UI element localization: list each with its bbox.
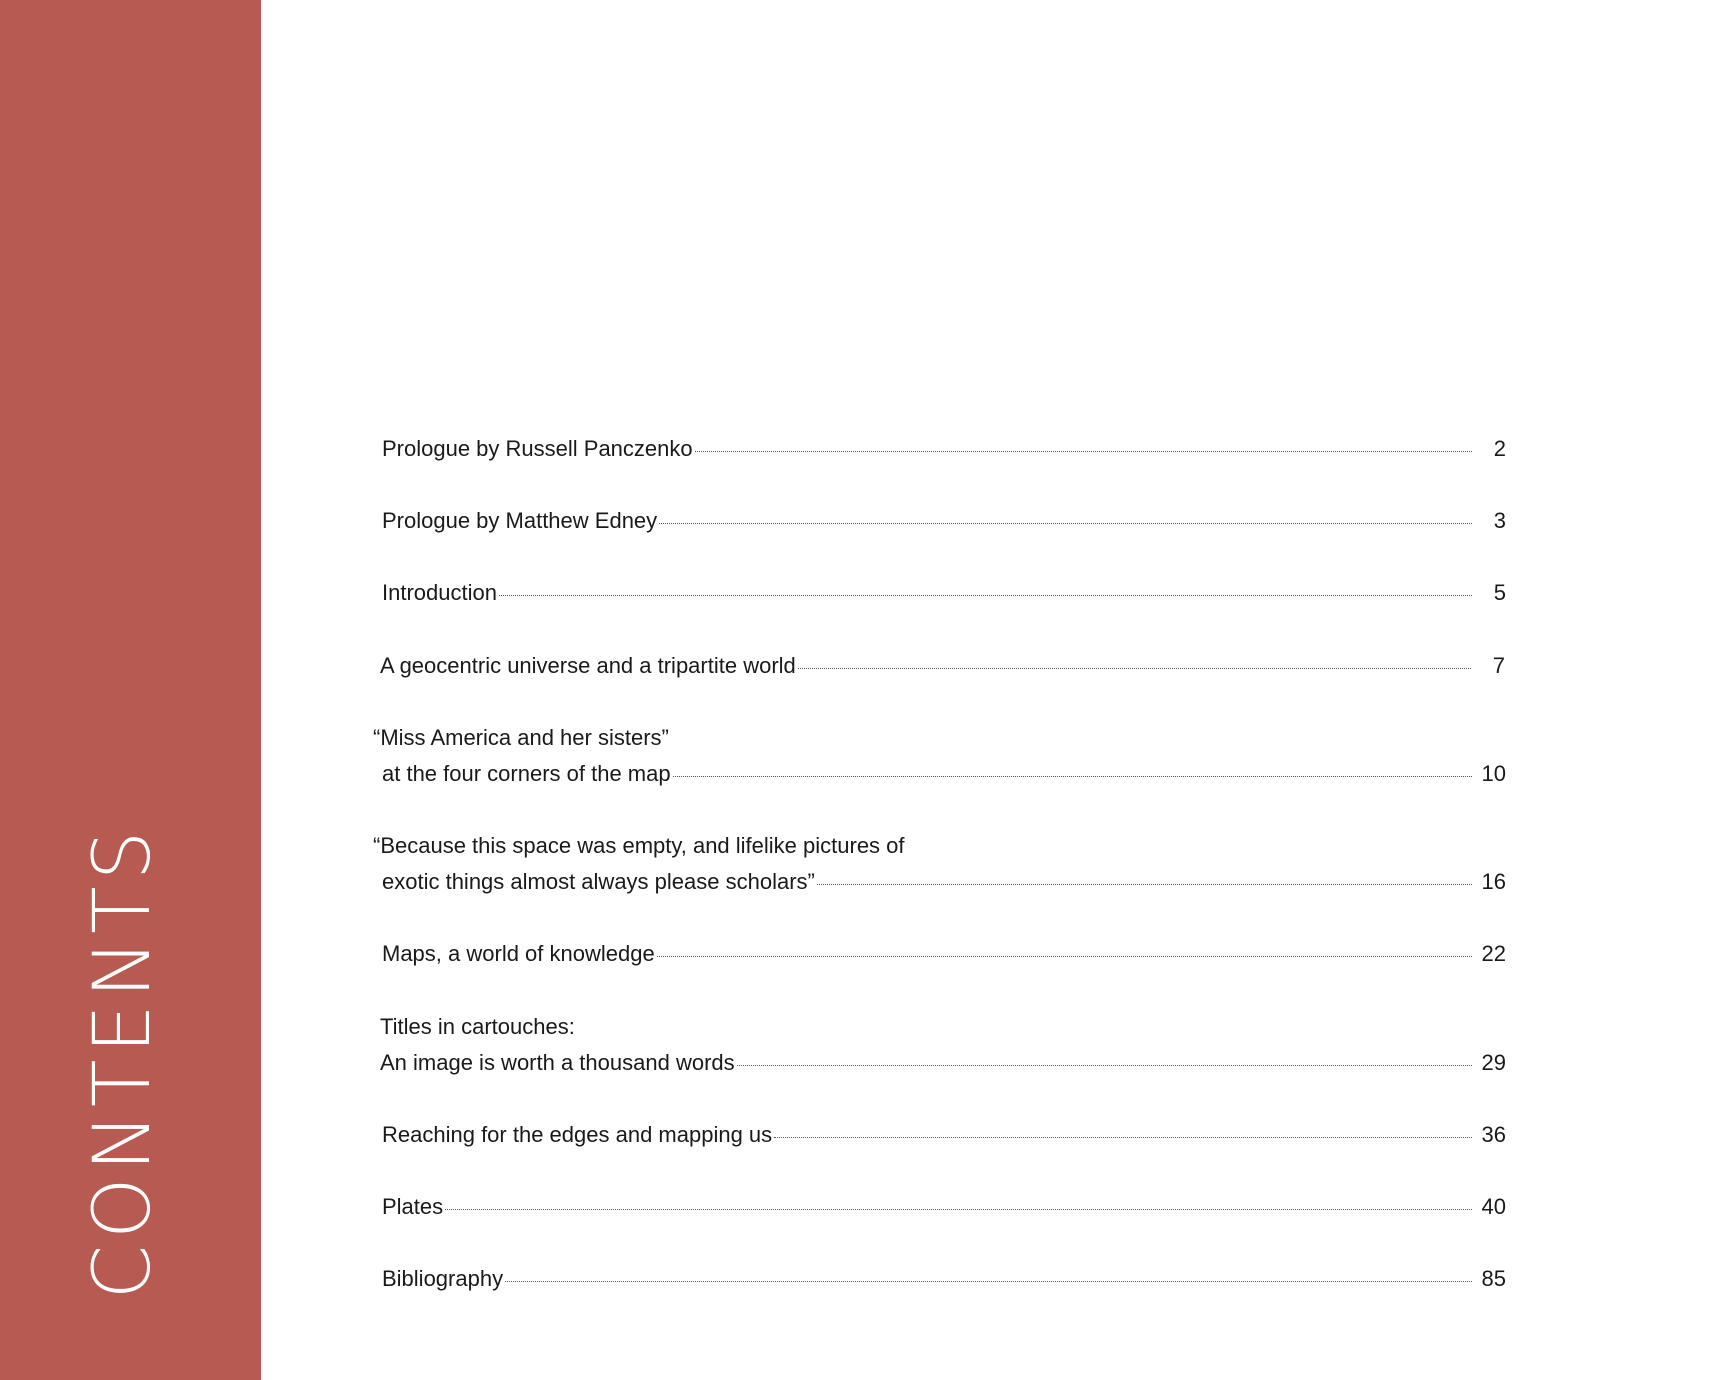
toc-page-number: 36 [1481, 1122, 1506, 1147]
toc-entry[interactable] [382, 760, 1506, 788]
toc-entry[interactable] [382, 1265, 1506, 1293]
toc-entry-first-line: Titles in cartouches: [380, 1014, 575, 1039]
leader-dots [798, 667, 1471, 669]
leader-dots [673, 775, 1472, 777]
toc-entry-title: Bibliography [382, 1266, 504, 1291]
toc-entry-title: Plates [382, 1194, 444, 1219]
toc-entry[interactable] [382, 940, 1506, 968]
toc-entry[interactable] [382, 507, 1506, 535]
leader-dots [737, 1064, 1472, 1066]
leader-dots [774, 1136, 1472, 1138]
toc-entry-title: Prologue by Russell Panczenko [382, 436, 693, 461]
toc-entry[interactable] [382, 1193, 1506, 1221]
toc-page-number: 7 [1492, 653, 1505, 678]
leader-dots [817, 883, 1472, 885]
toc-entry-title: exotic things almost always please scholars” [382, 869, 815, 894]
toc-entry-title: Reaching for the edges and mapping us [382, 1122, 773, 1147]
leader-dots [659, 522, 1472, 524]
toc-page-number: 22 [1481, 941, 1506, 966]
toc-entry-title: An image is worth a thousand words [380, 1050, 735, 1075]
toc-page-number: 2 [1493, 436, 1506, 461]
toc-entry[interactable] [382, 868, 1506, 896]
toc-page-number: 5 [1493, 580, 1506, 605]
toc-entry[interactable] [382, 579, 1506, 607]
toc-entry-title: at the four corners of the map [382, 761, 671, 786]
toc-page-number: 3 [1493, 508, 1506, 533]
toc-page-number: 10 [1481, 761, 1506, 786]
toc-entry-title: Introduction [382, 580, 497, 605]
toc-entry[interactable] [382, 435, 1506, 463]
toc-entry-title: Maps, a world of knowledge [382, 941, 655, 966]
leader-dots [499, 594, 1472, 596]
toc-page-number: 29 [1481, 1050, 1506, 1075]
toc-entry-first-line: “Because this space was empty, and lifelike pictures of [373, 833, 905, 858]
leader-dots [657, 955, 1472, 957]
leader-dots [445, 1208, 1472, 1210]
toc-page-number: 40 [1481, 1194, 1506, 1219]
toc-entry-title: A geocentric universe and a tripartite world [380, 653, 796, 678]
toc-page-number: 16 [1481, 869, 1506, 894]
toc-entry[interactable] [382, 1121, 1506, 1149]
toc-entry[interactable] [380, 1049, 1506, 1077]
leader-dots [505, 1280, 1472, 1282]
toc-entry[interactable] [380, 652, 1505, 680]
toc-page-number: 85 [1481, 1266, 1506, 1291]
toc-entry-first-line: “Miss America and her sisters” [373, 725, 669, 750]
contents-heading: CONTENTS [78, 824, 168, 1300]
toc-entry-title: Prologue by Matthew Edney [382, 508, 658, 533]
leader-dots [695, 450, 1472, 452]
